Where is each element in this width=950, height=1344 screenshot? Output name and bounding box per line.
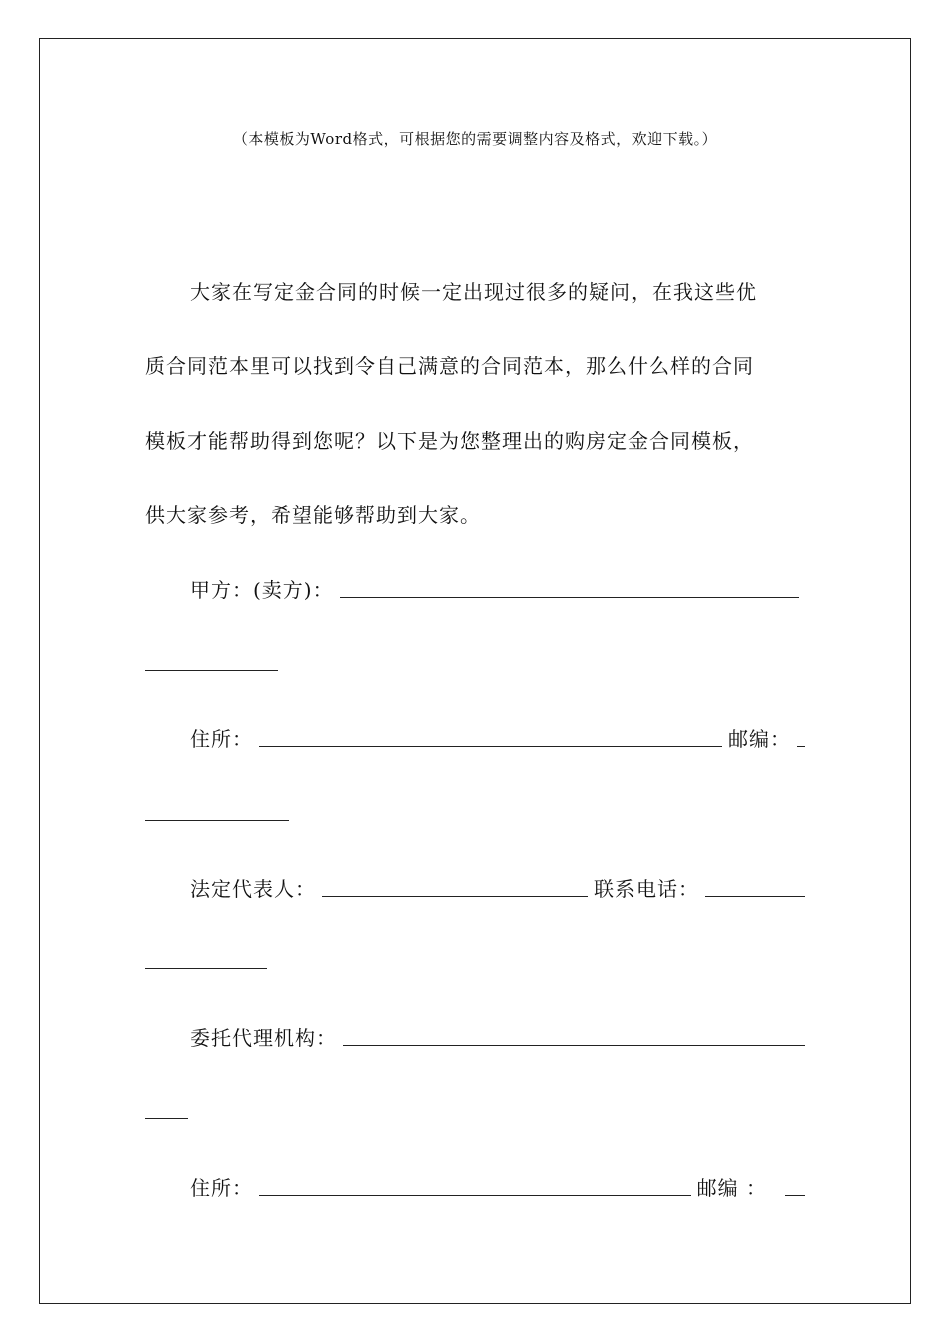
phone-blank-continued[interactable] (145, 968, 267, 969)
postcode2-blank[interactable] (785, 1194, 805, 1196)
legal-rep-row (190, 873, 805, 902)
party-a-blank-continued[interactable] (145, 670, 278, 671)
address-label: 住所： (190, 727, 253, 751)
postcode-label: 邮编： (728, 727, 791, 751)
template-note: （本模板为Word格式，可根据您的需要调整内容及格式，欢迎下载。） (232, 130, 718, 148)
party-a-blank[interactable] (340, 596, 799, 598)
intro-line-4: 供大家参考，希望能够帮助到大家。 (145, 503, 481, 527)
party-a-row (190, 574, 805, 603)
address-row (190, 723, 805, 752)
party-a-label: 甲方：(卖方)： (190, 578, 334, 602)
postcode-blank[interactable] (797, 745, 805, 747)
legal-rep-label: 法定代表人： (190, 877, 316, 901)
address-blank[interactable] (259, 745, 722, 747)
postcode-blank-continued[interactable] (145, 820, 289, 821)
agency-blank[interactable] (343, 1044, 805, 1046)
legal-rep-blank[interactable] (322, 895, 588, 897)
page-border (39, 38, 911, 1304)
intro-line-2: 质合同范本里可以找到令自己满意的合同范本，那么什么样的合同 (145, 354, 754, 378)
address2-label: 住所： (190, 1176, 253, 1200)
intro-line-1: 大家在写定金合同的时候一定出现过很多的疑问，在我这些优 (190, 280, 757, 304)
intro-line-3: 模板才能帮助得到您呢？以下是为您整理出的购房定金合同模板， (145, 429, 754, 453)
address2-blank[interactable] (259, 1194, 691, 1196)
agency-label: 委托代理机构： (190, 1026, 337, 1050)
agency-blank-continued[interactable] (145, 1118, 188, 1119)
address2-row (190, 1172, 805, 1201)
postcode2-label: 邮编 ： (696, 1176, 767, 1200)
phone-blank[interactable] (705, 895, 805, 897)
phone-label: 联系电话： (594, 877, 699, 901)
agency-row (190, 1022, 805, 1051)
